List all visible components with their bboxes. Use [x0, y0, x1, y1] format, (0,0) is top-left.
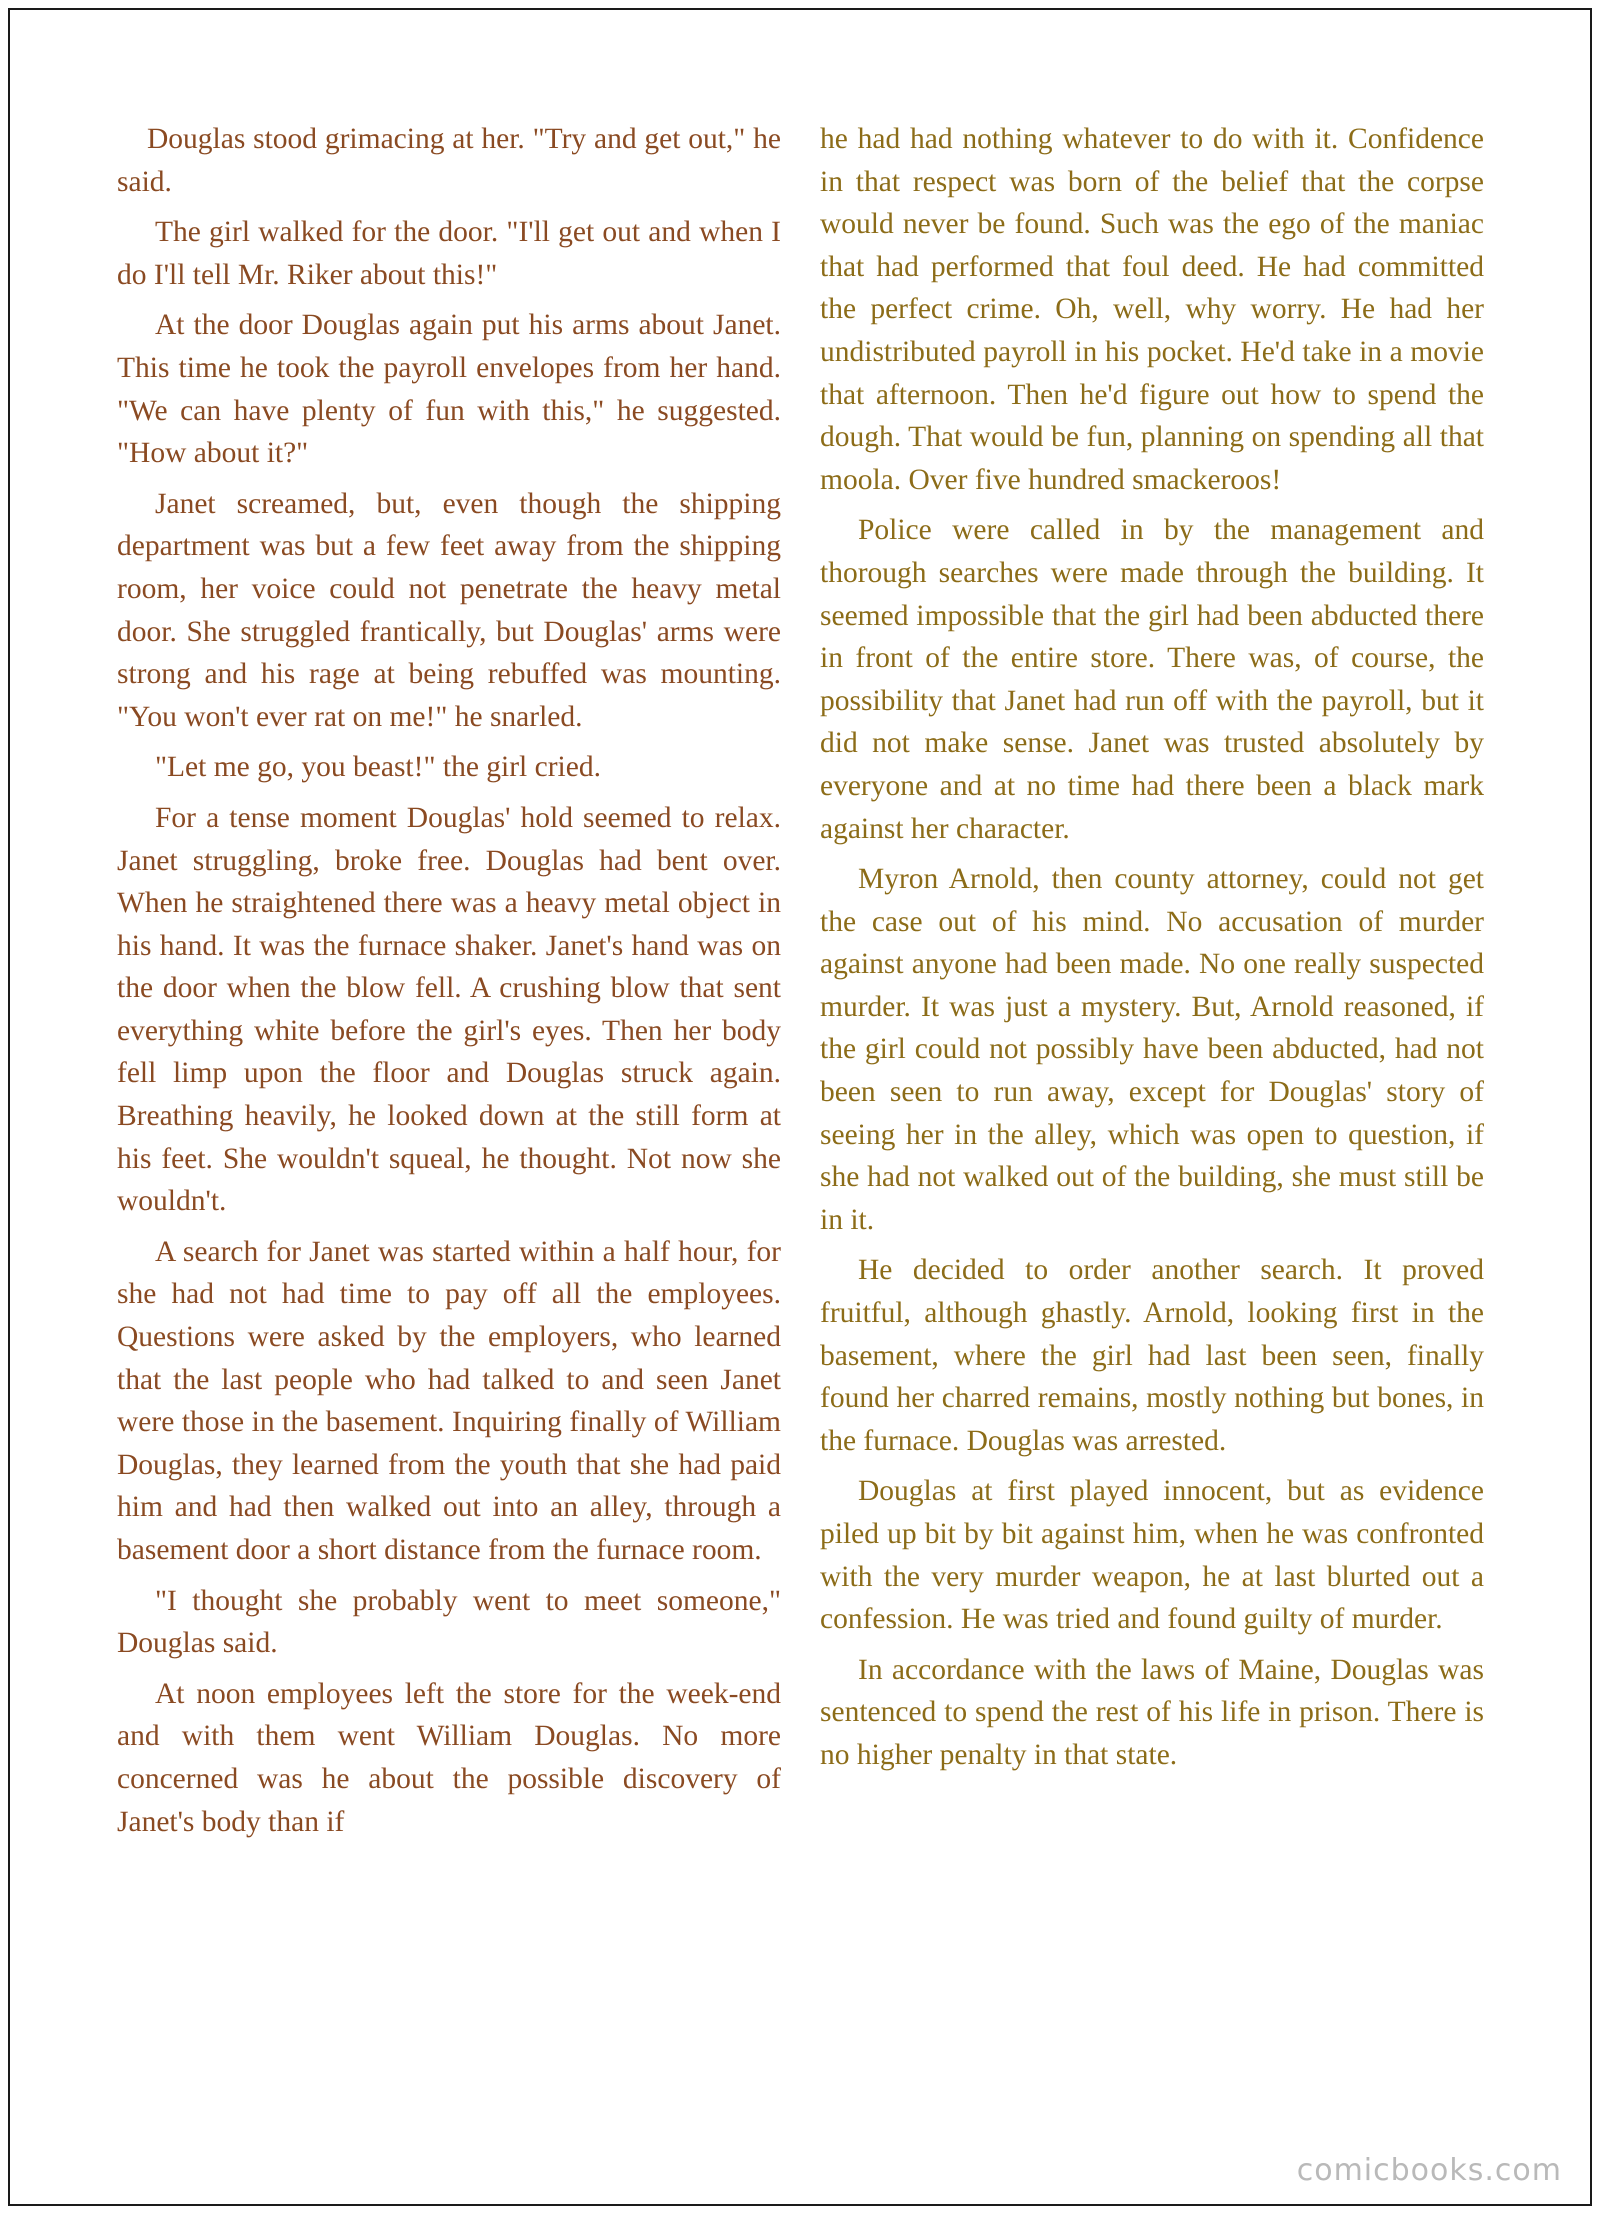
paragraph: A search for Janet was started within a half hour, for she had not had time to pay off all the employees. Questions were asked by the employers, who learned that the last people who had talked to and seen Janet were those in the basement. Inquiring finally of William Douglas, they learned from the youth that she had paid him and had then walked out into an alley, through a basement door a short distance from the furnace room. [117, 1235, 781, 1566]
paragraph: He decided to order another search. It proved fruitful, although ghastly. Arnold, looking first in the basement, where the girl had last been seen, finally found her charred remains, mostly nothing but bones, in the furnace. Douglas was arrested. [820, 1254, 1484, 1457]
paragraph: Myron Arnold, then county attorney, could not get the case out of his mind. No accusation of murder against anyone had been made. No one really suspected murder. It was just a mystery. But, Arnold reasoned, if the girl could not possibly have been abducted, had not been seen to run away, except for Douglas' story of seeing her in the alley, which was open to question, if she had not walked out of the building, she must still be in it. [820, 863, 1484, 1236]
paragraph: "Let me go, you beast!" the girl cried. [155, 751, 601, 784]
paragraph: Janet screamed, but, even though the shipping department was but a few feet away from the shipping room, her voice could not penetrate the heavy metal door. She struggled frantically, but Douglas' arms were strong and his rage at being rebuffed was mounting. "You won't ever rat on me!" he snarled. [117, 487, 781, 733]
paragraph: Police were called in by the management and thorough searches were made through the building. It seemed impossible that the girl had been abducted there in front of the entire store. There was, of course, the possibility that Janet had run off with the payroll, but it did not make sense. Janet was trusted absolutely by everyone and at no time had there been a black mark against her character. [820, 514, 1484, 845]
paragraph: The girl walked for the door. "I'll get out and when I do I'll tell Mr. Riker about this!" [117, 216, 781, 291]
paragraph: Douglas at first played innocent, but as evidence piled up bit by bit against him, when he was confronted with the very murder weapon, he at last blurted out a confession. He was tried and found guilty of murder. [820, 1475, 1484, 1636]
paragraph: he had had nothing whatever to do with it. Confidence in that respect was born of the belief that the corpse would never be found. Such was the ego of the maniac that had performed that foul deed. He had committed the perfect crime. Oh, well, why worry. He had her undistributed payroll in his pocket. He'd take in a movie that afternoon. Then he'd figure out how to spend the dough. That would be fun, planning on spending all that moola. Over five hundred smackeroos! [820, 123, 1484, 496]
paragraph: At noon employees left the store for the week-end and with them went William Douglas. No more concerned was he about the possible discovery of Janet's body than if [117, 1677, 781, 1838]
right-column [820, 118, 1484, 1785]
paragraph: "I thought she probably went to meet someone," Douglas said. [117, 1584, 781, 1660]
paragraph: For a tense moment Douglas' hold seemed to relax. Janet struggling, broke free. Douglas had bent over. When he straightened there was a heavy metal object in his hand. It was the furnace shaker. Janet's hand was on the door when the blow fell. A crushing blow that sent everything white before the girl's eyes. Then her body fell limp upon the floor and Douglas struck again. Breathing heavily, he looked down at the still form at his feet. She wouldn't squeal, he thought. Not now she wouldn't. [117, 801, 781, 1218]
paragraph: At the door Douglas again put his arms about Janet. This time he took the payroll envelopes from her hand. "We can have plenty of fun with this," he suggested. "How about it?" [117, 309, 781, 470]
story-page [8, 8, 1592, 2206]
paragraph: Douglas stood grimacing at her. "Try and get out," he said. [117, 123, 781, 198]
paragraph: In accordance with the laws of Maine, Douglas was sentenced to spend the rest of his life in prison. There is no higher penalty in that state. [820, 1653, 1484, 1771]
left-column [117, 118, 781, 1851]
site-watermark: comicbooks.com [1296, 2153, 1562, 2188]
